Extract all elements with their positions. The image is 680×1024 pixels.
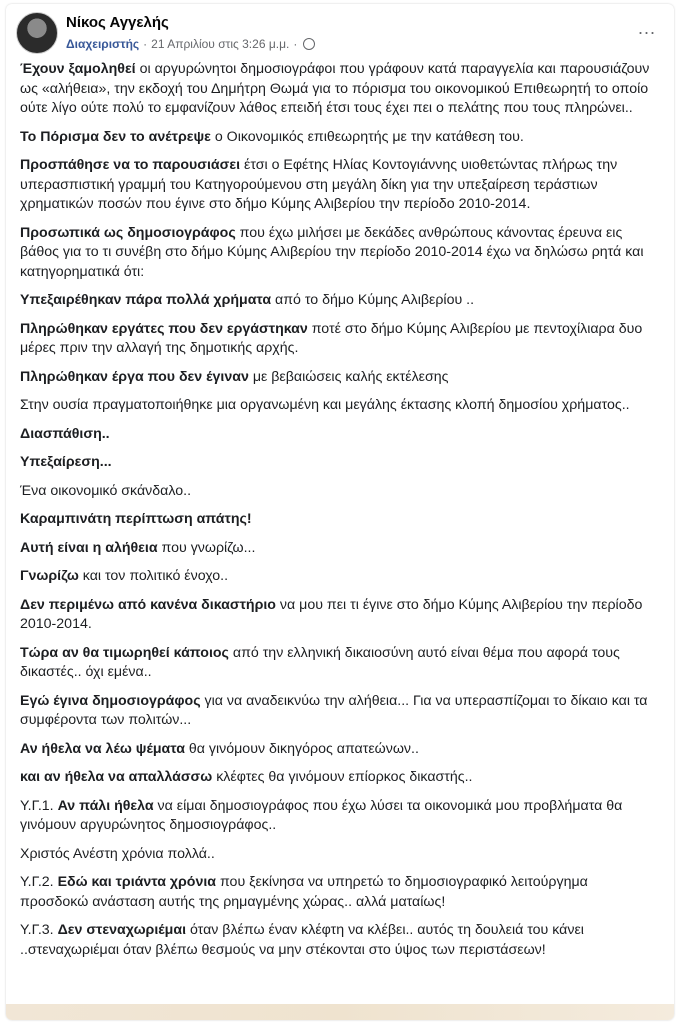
text-phrase: θα γινόμουν δικηγόρος απατεώνων.. (184, 740, 419, 757)
meta-separator: · (143, 37, 148, 51)
text-phrase: όταν βλέπω έναν κλέφτη να κλέβει.. αυτός τη δουλειά του κάνει ..στεναχωριέμαι όταν βλέπω θεσμούς να μην στέκονται στο ύψος των περιστάσεων! (20, 922, 584, 958)
bold-phrase: Υπεξαιρέθηκαν πάρα πολλά χρήματα (20, 292, 272, 308)
paragraph (20, 768, 660, 788)
meta-separator-2: · (293, 37, 298, 51)
cropped-image-strip (6, 1004, 674, 1020)
bold-phrase: Πληρώθηκαν εργάτες που δεν εργάστηκαν (20, 320, 308, 337)
paragraph (20, 596, 660, 635)
bold-phrase: και αν ήθελα να απαλλάσσω (20, 769, 213, 785)
globe-icon (303, 38, 315, 50)
text-phrase: που γνωρίζω... (157, 539, 256, 556)
bold-phrase: Αυτή είναι η αλήθεια (20, 539, 158, 556)
post-header (6, 4, 674, 60)
paragraph (20, 291, 660, 311)
text-phrase: για να αναδεικνύω την αλήθεια... Για να υπερασπίζομαι το δίκαιο και τα συμφέροντα των πολιτών... (20, 692, 648, 728)
text-phrase: να μου πει τι έγινε στο δήμο Κύμης Αλιβερίου την περίοδο 2010-2014. (20, 596, 643, 632)
paragraph (20, 128, 660, 148)
bold-phrase: Εγώ έγινα δημοσιογράφος (20, 692, 201, 709)
post-body (6, 60, 674, 960)
text-phrase: Υ.Γ.1. (20, 797, 58, 814)
bold-phrase: Τώρα αν θα τιμωρηθεί κάποιος (20, 644, 229, 661)
text-phrase: έτσι ο Εφέτης Ηλίας Κοντογιάννης υιοθετώντας πλήρως την υπερασπιστική γραμμή του Κατηγορούμενου στη μεγάλη δίκη για την υπεξαίρεση τεράστιων χρηματικών ποσών που έγινε στο δήμο Κύμης Αλιβερίου την περίοδο 2010-2014. (20, 157, 618, 212)
text-phrase: που έχω μιλήσει με δεκάδες ανθρώπους κάνοντας έρευνα εις βάθος για το τι συνέβη στο δήμο Κύμης Αλιβερίου την περίοδο 2010-2014 έχω να δηλώσω ρητά και κατηγορηματικά ότι: (20, 224, 644, 280)
paragraph (20, 425, 660, 445)
bold-phrase: Υπεξαίρεση... (20, 454, 112, 470)
text-phrase: Χριστός Ανέστη χρόνια πολλά.. (20, 845, 215, 862)
text-phrase: από το δήμο Κύμης Αλιβερίου .. (271, 292, 475, 308)
bold-phrase: Αν ήθελα να λέω ψέματα (20, 740, 185, 757)
paragraph (20, 368, 660, 388)
post-meta (66, 37, 315, 51)
bold-phrase: Πληρώθηκαν έργα που δεν έγιναν (20, 368, 249, 385)
text-phrase: που ξεκίνησα να υπηρετώ το δημοσιογραφικό λειτούργημα προσδοκώ ανάσταση αυτής της ρημαγμένης χώρας.. αλλά ματαίως! (20, 874, 588, 910)
bold-phrase: Προσωπικά ως δημοσιογράφος (20, 224, 236, 241)
paragraph (20, 539, 660, 559)
paragraph (20, 60, 660, 119)
bold-phrase: Δεν περιμένω από κανένα δικαστήριο (20, 596, 276, 613)
text-phrase: κλέφτες θα γινόμουν επίορκος δικαστής.. (212, 769, 473, 785)
author-role-badge[interactable]: Διαχειριστής (66, 37, 140, 51)
paragraph (20, 644, 660, 683)
bold-phrase: Γνωρίζω (20, 568, 79, 584)
text-phrase: οι αργυρώνητοι δημοσιογράφοι που γράφουν κατά παραγγελία και παρουσιάζουν ως «αλήθεια», την εκδοχή του Δημήτρη Θωμά για το πόρισμα του οικονομικού Επιθεωρητή το οποίο ούτε λίγο ούτε πολύ το εμφανίζουν λάθος επειδή έτσι τους έχει πει ο πελάτης που τους πληρώνει.. (20, 61, 650, 116)
paragraph (20, 510, 660, 530)
paragraph (20, 320, 660, 359)
text-phrase: με βεβαιώσεις καλής εκτέλεσης (248, 368, 449, 385)
text-phrase: Υ.Γ.2. (20, 874, 58, 890)
paragraph (20, 797, 660, 836)
paragraph (20, 482, 660, 502)
bold-phrase: Καραμπινάτη περίπτωση απάτης! (20, 511, 252, 527)
facebook-post-card (6, 4, 674, 1020)
text-phrase: ποτέ στο δήμο Κύμης Αλιβερίου με πεντοχίλιαρα δυο μέρες πριν την αλλαγή της δημοτικής αρχής. (20, 320, 643, 356)
author-name[interactable]: Νίκος Αγγελής (66, 14, 169, 31)
text-phrase: Στην ουσία πραγματοποιήθηκε μια οργανωμένη και μεγάλης έκτασης κλοπή δημοσίου χρήματος.. (20, 397, 630, 413)
text-phrase: ο Οικονομικός επιθεωρητής με την κατάθεση του. (210, 128, 524, 145)
paragraph (20, 873, 660, 912)
bold-phrase: Διασπάθιση.. (20, 425, 110, 442)
bold-phrase: Αν πάλι ήθελα (57, 797, 154, 814)
more-options-icon[interactable]: ... (637, 18, 656, 38)
text-phrase: από την ελληνική δικαιοσύνη αυτό είναι θέμα που αφορά τους δικαστές.. όχι εμένα.. (20, 644, 620, 680)
paragraph (20, 224, 660, 283)
text-phrase: Ένα οικονομικό σκάνδαλο.. (20, 482, 192, 499)
bold-phrase: Προσπάθησε να το παρουσιάσει (20, 157, 241, 173)
paragraph (20, 396, 660, 416)
post-timestamp[interactable]: 21 Απριλίου στις 3:26 μ.μ. (151, 37, 290, 51)
bold-phrase: Δεν στεναχωριέμαι (57, 922, 187, 938)
paragraph (20, 692, 660, 731)
bold-phrase: Εδώ και τριάντα χρόνια (57, 874, 217, 890)
text-phrase: και τον πολιτικό ένοχο.. (78, 568, 229, 584)
text-phrase: Υ.Γ.3. (20, 922, 58, 938)
author-avatar[interactable] (16, 12, 58, 54)
paragraph (20, 921, 660, 960)
bold-phrase: Έχουν ξαμοληθεί (20, 61, 136, 77)
paragraph (20, 567, 660, 587)
paragraph (20, 156, 660, 215)
text-phrase: να είμαι δημοσιογράφος που έχω λύσει τα οικονομικά μου προβλήματα θα γινόμουν αργυρώνητος δημοσιογράφος.. (20, 797, 623, 833)
paragraph (20, 740, 660, 760)
paragraph (20, 453, 660, 473)
bold-phrase: Το Πόρισμα δεν το ανέτρεψε (20, 128, 211, 145)
paragraph (20, 845, 660, 865)
